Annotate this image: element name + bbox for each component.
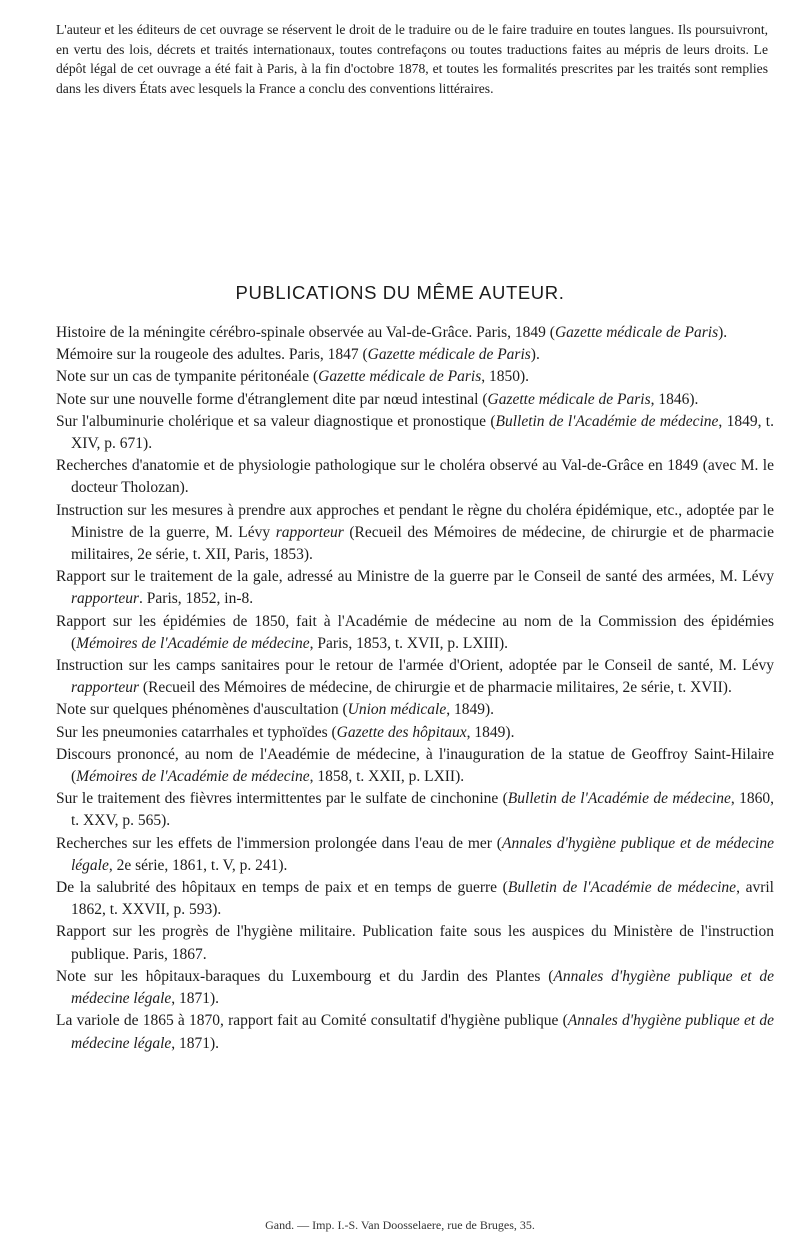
publication-entry: Sur les pneumonies catarrhales et typhoïdes (Gazette des hôpitaux, 1849). [56,723,515,741]
publication-entry: Rapport sur le traitement de la gale, adressé au Ministre de la guerre par le Conseil de santé des armées, M. Lévy rapporteur. Paris, 1852, in-8. [56,568,774,608]
publication-list [56,322,774,1055]
publication-entry: Histoire de la méningite cérébro-spinale observée au Val-de-Grâce. Paris, 1849 (Gazette médicale de Paris). [56,324,728,341]
publication-entry: Recherches d'anatomie et de physiologie pathologique sur le choléra observé au Val-de-Grâce en 1849 (avec M. le docteur Tholozan). [56,457,774,497]
printer-imprint: Gand. — Imp. I.-S. Van Doosselaere, rue de Bruges, 35. [265,1218,535,1232]
publication-entry: De la salubrité des hôpitaux en temps de paix et en temps de guerre (Bulletin de l'Académie de médecine, avril 1862, t. XXVII, p. 593). [56,879,774,919]
publication-entry: Note sur une nouvelle forme d'étranglement dite par nœud intestinal (Gazette médicale de Paris, 1846). [56,390,699,408]
publication-entry: Note sur un cas de tympanite péritonéale (Gazette médicale de Paris, 1850). [56,368,530,386]
publication-entry: Sur l'albuminurie cholérique et sa valeur diagnostique et pronostique (Bulletin de l'Académie de médecine, 1849, t. XIV, p. 671). [56,412,774,453]
publication-entry: Note sur les hôpitaux-baraques du Luxembourg et du Jardin des Plantes (Annales d'hygiène publique et de médecine légale, 1871). [56,967,774,1008]
publication-entry: Instruction sur les mesures à prendre aux approches et pendant le règne du choléra épidémique, etc., adoptée par le Ministre de la guerre, M. Lévy rapporteur (Recueil des Mémoires de médecine, de chirurgie et de pharmacie militaires, 2e série, t. XII, Paris, 1853). [56,501,774,564]
publication-entry: Instruction sur les camps sanitaires pour le retour de l'armée d'Orient, adoptée par le Conseil de santé, M. Lévy rapporteur (Recueil des Mémoires de médecine, de chirurgie et de pharmacie militaires, 2e série, t. XVII). [56,657,774,697]
copyright-notice: L'auteur et les éditeurs de cet ouvrage se réservent le droit de le traduire ou de le faire traduire en toutes langues. Ils poursuivront, en vertu des lois, décrets et traités internationaux, toutes contrefaçons ou toutes traductions faites au mépris de leurs droits. Le dépôt légal de cet ouvrage a été fait à Paris, à la fin d'octobre 1878, et toutes les formalités prescrites par les traités sont remplies dans les divers États avec lesquels la France a conclu des conventions littéraires. [56,22,768,96]
publication-entry: Sur le traitement des fièvres intermittentes par le sulfate de cinchonine (Bulletin de l'Académie de médecine, 1860, t. XXV, p. 565). [56,790,774,830]
section-heading: PUBLICATIONS DU MÊME AUTEUR. [235,282,565,303]
publication-entry: Recherches sur les effets de l'immersion prolongée dans l'eau de mer (Annales d'hygiène publique et de médecine légale, 2e série, 1861, t. V, p. 241). [56,834,774,874]
publication-entry: Mémoire sur la rougeole des adultes. Paris, 1847 (Gazette médicale de Paris). [56,346,540,364]
publication-entry: Discours prononcé, au nom de l'Aeadémie de médecine, à l'inauguration de la statue de Geoffroy Saint-Hilaire (Mémoires de l'Académie de médecine, 1858, t. XXII, p. LXII). [56,745,774,786]
publication-entry: Rapport sur les progrès de l'hygiène militaire. Publication faite sous les auspices du Ministère de l'instruction publique. Paris, 1867. [56,923,774,963]
publication-entry: Rapport sur les épidémies de 1850, fait à l'Académie de médecine au nom de la Commission des épidémies (Mémoires de l'Académie de médecine, Paris, 1853, t. XVII, p. LXIII). [56,612,774,652]
publication-entry: Note sur quelques phénomènes d'auscultation (Union médicale, 1849). [56,701,494,719]
publication-entry: La variole de 1865 à 1870, rapport fait au Comité consultatif d'hygiène publique (Annales d'hygiène publique et de médecine légale, 1871). [56,1012,774,1052]
